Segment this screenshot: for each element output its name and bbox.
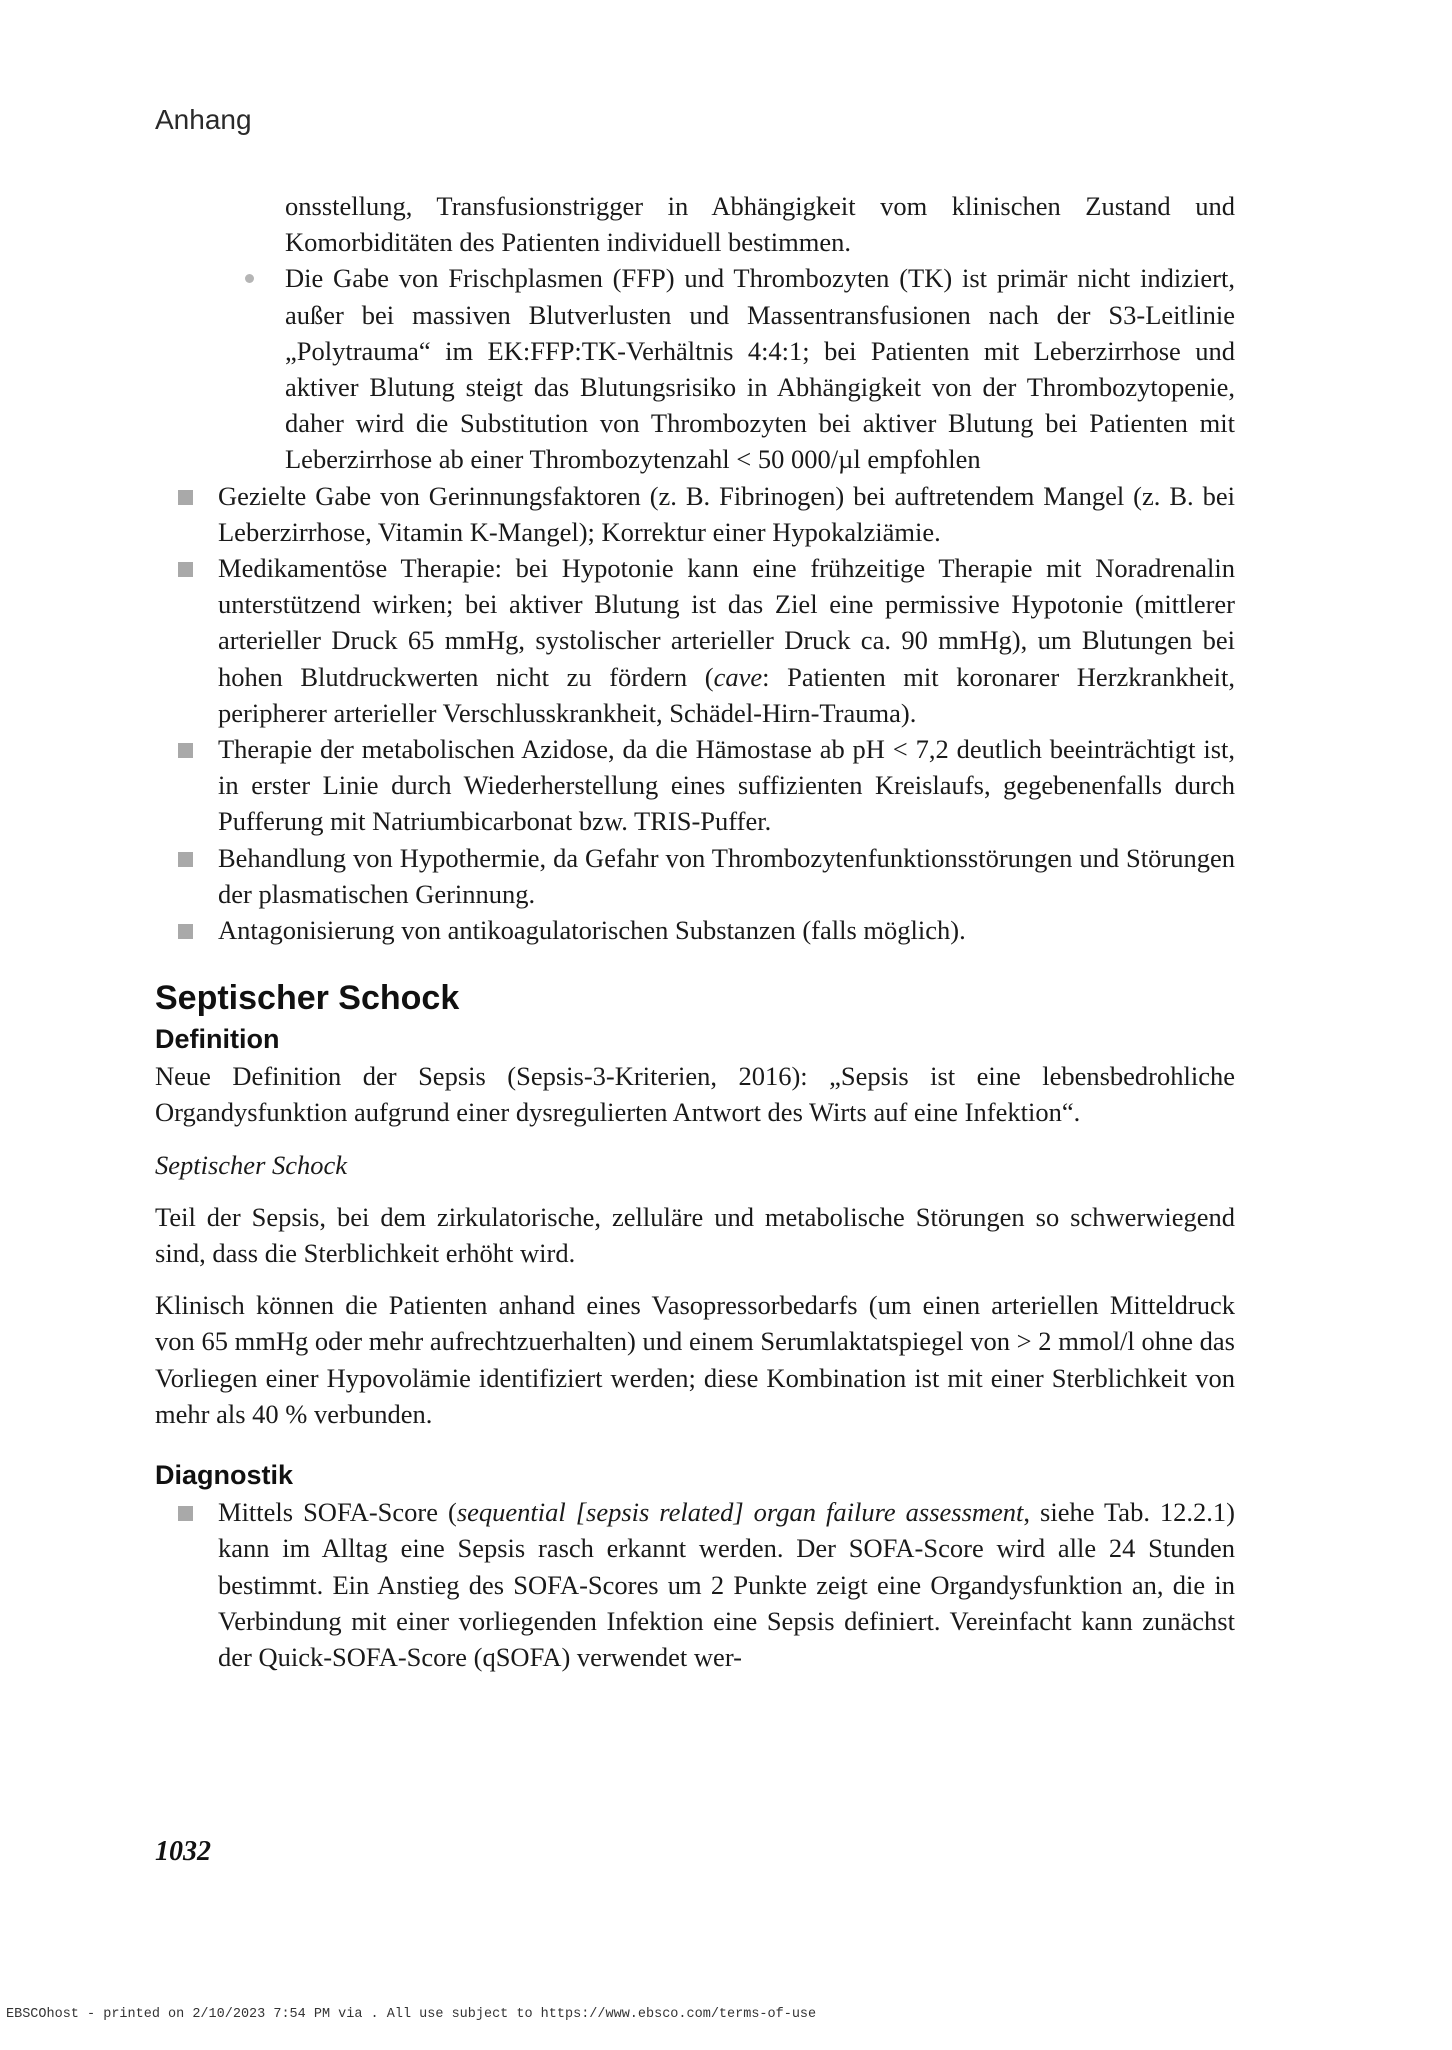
print-footer: EBSCOhost - printed on 2/10/2023 7:54 PM via . All use subject to https://www.ebsco.com/terms-of-use: [6, 2007, 817, 2022]
square-bullet-icon: [178, 924, 193, 939]
list-item-text-part: Medikamentöse Therapie: bei Hypotonie kann eine frühzeitige Therapie mit Noradrenalin unterstützend wirken; bei aktiver Blutung ist das Ziel eine permissive Hypotonie (mittlerer arterieller Druck 65 mmHg, systolischer arterieller Druck ca. 90 mmHg), um Blutungen bei hohen Blutdruckwerten nicht zu fördern (: [218, 553, 1235, 692]
sub-bullet-list: [285, 188, 1235, 478]
list-item-text: Behandlung von Hypothermie, da Gefahr von Thrombozytenfunktionsstörungen und Störungen der plasmatischen Gerinnung.: [218, 842, 1235, 909]
cave-italic: cave: [713, 661, 763, 692]
diagnostik-list: [218, 1494, 1235, 1675]
section-title: Septischer Schock: [155, 979, 460, 1018]
italic-subheading: Septischer Schock: [155, 1149, 348, 1180]
running-head: Anhang: [155, 104, 252, 135]
list-item: [218, 840, 1235, 912]
square-bullet-icon: [178, 743, 193, 758]
list-item: [218, 731, 1235, 840]
list-item-text: [218, 1494, 1235, 1675]
bullet-dot-icon: [245, 274, 254, 283]
sub-list-item-text: Die Gabe von Frischplasmen (FFP) und Thrombozyten (TK) ist primär nicht indiziert, außer bei massiven Blutverlusten und Massentransfusionen nach der S3-Leitlinie „Polytrauma“ im EK:FFP:TK-Verhältnis 4:4:1; bei Patienten mit Leberzirrhose und aktiver Blutung steigt das Blutungsrisiko in Abhängigkeit von der Thrombozytopenie, daher wird die Substitution von Thrombozyten bei aktiver Blutung bei Patienten mit Leberzirrhose ab einer Thrombozytenzahl < 50 000/µl empfohlen: [285, 263, 1235, 475]
sofa-italic: sequential [sepsis related] organ failure assessment: [456, 1497, 1024, 1528]
square-bullet-icon: [178, 490, 193, 505]
definition-text: Neue Definition der Sepsis (Sepsis-3-Kriterien, 2016): „Sepsis ist eine lebensbedrohliche Organdysfunktion aufgrund einer dysregulierten Antwort des Wirts auf eine Infektion“.: [155, 1061, 1235, 1128]
list-item-text: [218, 550, 1235, 731]
square-bullet-icon: [178, 562, 193, 577]
page-number: 1032: [155, 1836, 211, 1867]
list-item-text: Antagonisierung von antikoagulatorischen Substanzen (falls möglich).: [218, 915, 966, 946]
list-item-text-part: , siehe Tab. 12.2.1) kann im Alltag eine Sepsis rasch erkannt werden. Der SOFA-Score wird alle 24 Stunden bestimmt. Ein Anstieg des SOFA-Scores um 2 Punkte zeigt eine Organdysfunktion an, die in Verbindung mit einer vorliegenden Infektion eine Sepsis definiert. Vereinfacht kann zunächst der Quick-SOFA-Score (qSOFA) verwendet wer-: [218, 1497, 1235, 1672]
list-item-text-part: : Patienten mit koronarer Herzkrankheit, peripherer arterieller Verschlusskrankheit, Schädel-Hirn-Trauma).: [218, 661, 1235, 728]
sub-list-item: [285, 260, 1235, 477]
square-bullet-icon: [178, 852, 193, 867]
paragraph: Klinisch können die Patienten anhand eines Vasopressorbedarfs (um einen arteriellen Mitteldruck von 65 mmHg oder mehr aufrechtzuerhalten) und einem Serumlaktatspiegel von > 2 mmol/l ohne das Vorliegen einer Hypovolämie identifiziert werden; diese Kombination ist mit einer Sterblichkeit von mehr als 40 % verbunden.: [155, 1290, 1235, 1429]
diagnostik-heading: Diagnostik: [155, 1460, 294, 1491]
page-body: [155, 188, 1235, 1675]
list-item-text: Therapie der metabolischen Azidose, da die Hämostase ab pH < 7,2 deutlich beeinträchtigt ist, in erster Linie durch Wiederherstellung eines suffizienten Kreislaufs, gegebenenfalls durch Pufferung mit Natriumbicarbonat bzw. TRIS-Puffer.: [218, 734, 1235, 837]
list-item-text: Gezielte Gabe von Gerinnungsfaktoren (z. B. Fibrinogen) bei auftretendem Mangel (z. B. bei Leberzirrhose, Vitamin K-Mangel); Korrektur einer Hypokalziämie.: [218, 480, 1235, 547]
definition-heading: Definition: [155, 1024, 280, 1055]
square-bullet-icon: [178, 1506, 193, 1521]
sub-list-continuation: onsstellung, Transfusionstrigger in Abhängigkeit vom klinischen Zustand und Komorbiditäten des Patienten individuell bestimmen.: [285, 191, 1235, 258]
main-bullet-list: [218, 478, 1235, 949]
list-item: [218, 1494, 1235, 1675]
list-item: [218, 912, 1235, 948]
list-item: [218, 478, 1235, 550]
list-item: [218, 550, 1235, 731]
paragraph: Teil der Sepsis, bei dem zirkulatorische, zelluläre und metabolische Störungen so schwerwiegend sind, dass die Sterblichkeit erhöht wird.: [155, 1201, 1235, 1269]
list-item-text-part: Mittels SOFA-Score (: [218, 1497, 457, 1528]
